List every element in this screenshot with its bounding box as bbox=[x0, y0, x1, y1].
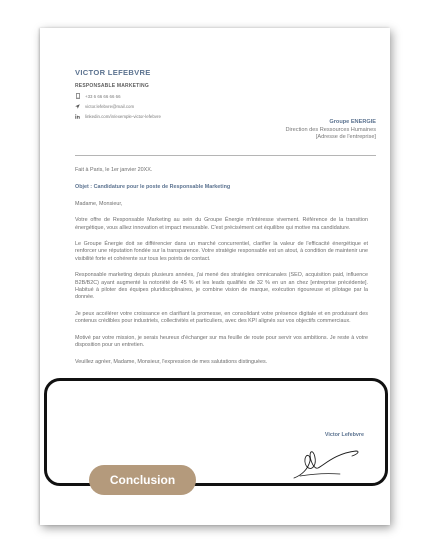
phone-icon bbox=[75, 93, 80, 99]
paragraph-4: Je peux accélérer votre croissance en clarifiant la promesse, en consolidant votre présence digitale et en produisant des contenus crédibles pour industriels, collectivités et particuliers, avec des KPI alignés sur vos objectifs commerciaux. bbox=[75, 310, 368, 325]
contact-linkedin bbox=[75, 113, 161, 119]
linkedin-icon bbox=[75, 113, 80, 119]
email-text: victor.lefebvre@mail.com bbox=[85, 103, 135, 109]
recipient-company: Groupe ENERGIE bbox=[329, 119, 376, 125]
subject-text: Candidature pour le poste de Responsable Marketing bbox=[93, 184, 231, 191]
send-icon bbox=[75, 103, 80, 109]
date-line: Fait à Paris, le 1er janvier 20XX. bbox=[75, 167, 153, 173]
paragraph-1: Votre offre de Responsable Marketing au sein du Groupe Énergie m'intéresse vivement. Référence de la transition énergétique, vous alliez innovation et impact mesurable. C'est précisément cet équilibre qui motive ma candidature. bbox=[75, 217, 368, 231]
sender-block bbox=[75, 68, 161, 119]
recipient-address: [Adresse de l'entreprise] bbox=[315, 134, 376, 141]
header-divider bbox=[75, 155, 376, 156]
paragraph-2: Le Groupe Énergie doit se différencier dans un marché concurrentiel, clarifier la valeur de l'efficacité énergétique et renforcer une réputation fondée sur la transparence. Votre stratégie responsable est un atout, à condition de maintenir une visibilité forte et cohérente sur tous les points de contact. bbox=[75, 241, 368, 262]
letter-body bbox=[75, 167, 368, 375]
recipient-department: Direction des Ressources Humaines bbox=[285, 126, 376, 133]
contact-email bbox=[75, 103, 161, 109]
recipient-block bbox=[286, 119, 376, 142]
signer-name: Victor Lefebvre bbox=[324, 432, 364, 438]
linkedin-text: linkedin.com/in/exemple-victor-lefebvre bbox=[85, 113, 161, 119]
greeting: Madame, Monsieur, bbox=[75, 200, 123, 207]
subject-line bbox=[75, 184, 368, 191]
contact-phone bbox=[75, 93, 161, 99]
paragraph-5: Motivé par votre mission, je serais heureux d'échanger sur ma feuille de route pour servir vos ambitions. Je reste à votre disposition pour un entretien. bbox=[75, 334, 368, 349]
phone-text: +33 6 66 66 66 66 bbox=[85, 93, 121, 99]
sender-name: VICTOR LEFEBVRE bbox=[75, 68, 151, 77]
closing-paragraph: Veuillez agréer, Madame, Monsieur, l'expression de mes salutations distinguées. bbox=[75, 358, 268, 365]
sender-title: RESPONSABLE MARKETING bbox=[75, 83, 149, 89]
paragraph-3: Responsable marketing depuis plusieurs années, j'ai mené des stratégies omnicanales (SEO, acquisition paid, influence B2B/B2C) ayant augmenté la notoriété de 45 % et les leads qualifiés de 32 % en un an chez [entreprise précédente]. Habitué à piloter des équipes pluridisciplinaires, je combine vision de marque, exécution rigoureuse et pilotage par la donnée. bbox=[75, 272, 368, 301]
subject-label: Objet : bbox=[75, 184, 94, 191]
conclusion-badge: Conclusion bbox=[89, 465, 196, 495]
